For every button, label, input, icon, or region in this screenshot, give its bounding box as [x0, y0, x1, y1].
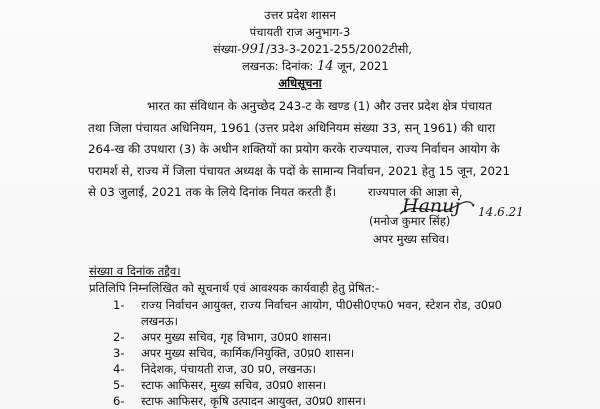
handwritten-signature: Hanuj [402, 195, 461, 217]
copy-heading: संख्या व दिनांक तद्दैव। [89, 264, 181, 278]
notification-title: अधिसूचना [278, 76, 322, 90]
copy-item-6-number: 6- [113, 394, 125, 408]
date-suffix: जून, 2021 [337, 59, 389, 73]
reference-prefix: संख्या- [213, 42, 242, 56]
body-line-1: भारत का संविधान के अनुच्छेद 243-ट के खण्ड (1) और उत्तर प्रदेश क्षेत्र पंचायत [147, 99, 492, 113]
governor-order: राज्यपाल की आज्ञा से, [368, 185, 463, 199]
signatory-name: (मनोज कुमार सिंह) [369, 214, 451, 228]
body-line-2: तथा जिला पंचायत अधिनियम, 1961 (उत्तर प्रदेश अधिनियम संख्या 33, सन् 1961) की धारा [88, 120, 496, 135]
copy-item-2-number: 2- [113, 330, 125, 344]
header-department: पंचायती राज अनुभाग-3 [249, 25, 351, 39]
copy-item-3: अपर मुख्य सचिव, कार्मिक/नियुक्ति, उ0प्र0 शासन। [141, 346, 355, 360]
reference-handwritten-number: 991 [241, 42, 267, 57]
copy-item-1-number: 1- [113, 298, 125, 312]
copy-item-2: अपर मुख्य सचिव, गृह विभाग, उ0प्र0 शासन। [141, 330, 332, 344]
copy-item-1: राज्य निर्वाचन आयुक्त, राज्य निर्वाचन आयोग, पी0सी0एफ0 भवन, स्टेशन रोड, उ0प्र0 [141, 298, 502, 312]
copy-item-5-number: 5- [113, 378, 125, 392]
signatory-designation: अपर मुख्य सचिव। [373, 232, 450, 246]
reference-number [213, 42, 412, 57]
reference-suffix: /33-3-2021-255/2002टीसी, [266, 42, 412, 56]
date-prefix: लखनऊ: दिनांक: [242, 59, 314, 73]
issue-date [242, 59, 389, 74]
copy-item-5: स्टाफ आफिसर, मुख्य सचिव, उ0प्र0 शासन। [141, 378, 327, 392]
copy-item-1-continued: लखनऊ। [141, 314, 178, 328]
copy-intro: प्रतिलिपि निम्नलिखित को सूचनार्थ एवं आवश्यक कार्यवाही हेतु प्रेषित:- [89, 281, 380, 295]
signature-date: 14.6.21 [478, 205, 524, 219]
copy-item-3-number: 3- [113, 346, 125, 360]
body-line-5: से 03 जुलाई, 2021 तक के लिये दिनांक नियत करती हैं। [88, 185, 337, 199]
copy-item-6: स्टाफ आफिसर, कृषि उत्पादन आयुक्त, उ0प्र0 शासन। [141, 394, 366, 408]
header-govt: उत्तर प्रदेश शासन [264, 8, 336, 22]
copy-item-4-number: 4- [113, 362, 125, 376]
copy-item-4: निदेशक, पंचायती राज, उ0 प्र0, लखनऊ। [141, 362, 317, 376]
body-line-3: 264-ख की उपधारा (3) के अधीन शक्तियों का प्रयोग करके राज्यपाल, राज्य निर्वाचन आयोग के [88, 142, 500, 156]
body-line-4: परामर्श से, राज्य में जिला पंचायत अध्यक्ष के पदों के सामान्य निर्वाचन, 2021 हेतु 15 जून, 2021 [88, 163, 511, 178]
date-handwritten-day: 14 [316, 59, 334, 74]
